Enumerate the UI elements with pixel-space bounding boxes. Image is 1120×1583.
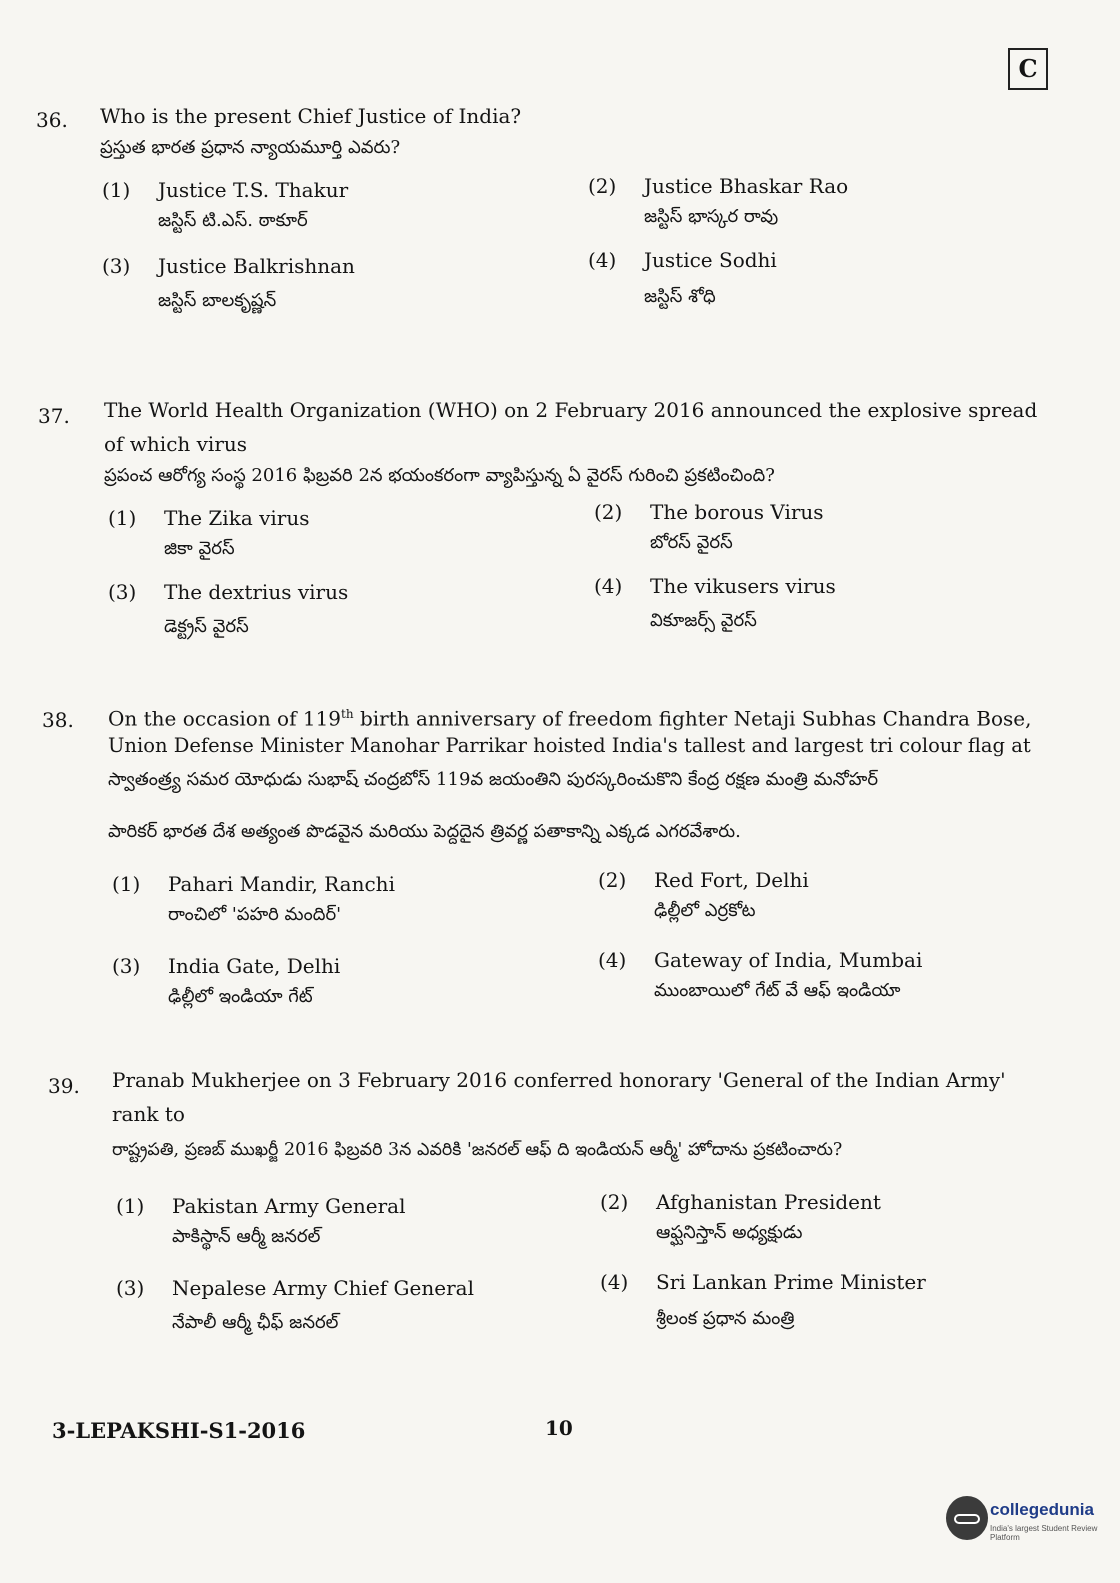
question-text-te: ప్రస్తుత భారత ప్రధాన న్యాయమూర్తి ఎవరు?	[100, 137, 401, 158]
option-text-te: ఢిల్లీలో ఇండియా గేట్	[168, 986, 313, 1007]
option-text-en: Red Fort, Delhi	[654, 868, 809, 892]
option-text-te: జస్టిస్ బాలకృష్ణన్	[158, 290, 277, 311]
option-number: (3)	[102, 254, 131, 278]
option-text-te: డెక్ట్రస్ వైరస్	[164, 616, 249, 637]
option-text-en: Pahari Mandir, Ranchi	[168, 872, 395, 896]
option-number: (4)	[588, 248, 617, 272]
option-text-en: Afghanistan President	[656, 1190, 881, 1214]
option-number: (1)	[112, 872, 141, 896]
option-text-en: Pakistan Army General	[172, 1194, 406, 1218]
option-text-en: Nepalese Army Chief General	[172, 1276, 474, 1300]
question-text-en-part: On the occasion of 119	[108, 706, 342, 731]
option-number: (2)	[600, 1190, 629, 1214]
option-text-en: Justice Sodhi	[644, 248, 777, 272]
option-text-te: పాకిస్థాన్ ఆర్మీ జనరల్	[172, 1226, 321, 1247]
question-text-te: రాష్ట్రపతి, ప్రణబ్ ముఖర్జీ 2016 ఫిబ్రవరి 3న ఎవరికి 'జనరల్ ఆఫ్ ది ఇండియన్ ఆర్మీ' హోదాను ప్రకటించారు?	[112, 1140, 843, 1160]
option-text-en: Justice Bhaskar Rao	[644, 174, 849, 198]
question-number: 36.	[36, 108, 68, 132]
question-number: 39.	[48, 1074, 80, 1098]
option-text-te: జస్టిస్ టి.ఎస్. ఠాకూర్	[158, 210, 308, 231]
mascot-icon	[946, 1496, 988, 1540]
option-text-te: బోరస్ వైరస్	[650, 532, 733, 553]
question-text-te-line1: స్వాతంత్ర్య సమర యోధుడు సుభాష్ చంద్రబోస్ 119వ జయంతిని పురస్కరించుకొని కేంద్ర రక్షణ మంత్రి మనోహర్	[108, 769, 879, 790]
option-text-te: వికూజర్స్ వైరస్	[650, 610, 757, 631]
question-number: 37.	[38, 404, 70, 428]
option-text-te: జికా వైరస్	[164, 538, 235, 559]
option-text-en: The dextrius virus	[164, 580, 349, 604]
option-text-te: ఢిల్లీలో ఎర్రకోట	[654, 900, 756, 921]
option-text-en: The borous Virus	[650, 500, 824, 524]
watermark-tagline: India's largest Student Review Platform	[990, 1524, 1098, 1542]
option-number: (4)	[600, 1270, 629, 1294]
option-text-te: నేపాలీ ఆర్మీ ఛీఫ్ జనరల్	[172, 1312, 339, 1333]
option-number: (3)	[112, 954, 141, 978]
option-text-en: The vikusers virus	[650, 574, 836, 598]
option-text-en: Justice Balkrishnan	[158, 254, 355, 278]
option-text-te: జస్టిస్ భాస్కర రావు	[644, 206, 779, 227]
option-number: (2)	[598, 868, 627, 892]
option-text-te: శ్రీలంక ప్రధాన మంత్రి	[656, 1308, 795, 1329]
question-text-en: Who is the present Chief Justice of India?	[100, 104, 522, 128]
set-code-box: C	[1008, 48, 1048, 90]
question-text-te: ప్రపంచ ఆరోగ్య సంస్థ 2016 ఫిబ్రవరి 2న భయంకరంగా వ్యాపిస్తున్న ఏ వైరస్ గురించి ప్రకటించింది?	[104, 465, 775, 486]
question-text-en-line1: Pranab Mukherjee on 3 February 2016 conferred honorary 'General of the Indian Army'	[112, 1068, 1006, 1092]
page-number: 10	[545, 1416, 573, 1440]
collegedunia-watermark	[946, 1494, 1116, 1552]
option-text-te: ముంబాయిలో గేట్ వే ఆఫ్ ఇండియా	[654, 980, 901, 1001]
watermark-brand: collegedunia	[990, 1500, 1094, 1519]
option-number: (4)	[594, 574, 623, 598]
ordinal-suffix: th	[341, 707, 354, 721]
option-number: (2)	[588, 174, 617, 198]
option-number: (2)	[594, 500, 623, 524]
option-text-te: జస్టిస్ శోధి	[644, 286, 716, 307]
question-text-en-part: birth anniversary of freedom fighter Netaji Subhas Chandra Bose,	[353, 706, 1032, 731]
option-number: (4)	[598, 948, 627, 972]
question-text-en-line2: rank to	[112, 1102, 185, 1126]
question-text-en-line2: Union Defense Minister Manohar Parrikar hoisted India's tallest and largest tri colour flag at	[108, 734, 1031, 757]
option-text-en: India Gate, Delhi	[168, 954, 341, 978]
question-text-te-line2: పారికర్ భారత దేశ అత్యంత పొడవైన మరియు పెద్దదైన త్రివర్ణ పతాకాన్ని ఎక్కడ ఎగరవేశారు.	[108, 821, 741, 842]
question-number: 38.	[42, 708, 74, 732]
option-text-en: Justice T.S. Thakur	[158, 178, 349, 202]
option-number: (1)	[102, 178, 131, 202]
option-text-en: Sri Lankan Prime Minister	[656, 1270, 926, 1294]
option-text-te: రాంచిలో 'పహరి మందిర్'	[168, 904, 342, 925]
paper-code: 3-LEPAKSHI-S1-2016	[52, 1418, 306, 1443]
option-text-en: The Zika virus	[164, 506, 310, 530]
question-text-en-line2: of which virus	[104, 432, 248, 456]
option-text-te: ఆఫ్ఘనిస్తాన్ అధ్యక్షుడు	[656, 1222, 803, 1243]
option-number: (3)	[116, 1276, 145, 1300]
option-number: (1)	[108, 506, 137, 530]
option-number: (1)	[116, 1194, 145, 1218]
question-text-en-line1: The World Health Organization (WHO) on 2 February 2016 announced the explosive spread	[104, 398, 1038, 422]
option-number: (3)	[108, 580, 137, 604]
option-text-en: Gateway of India, Mumbai	[654, 948, 923, 972]
